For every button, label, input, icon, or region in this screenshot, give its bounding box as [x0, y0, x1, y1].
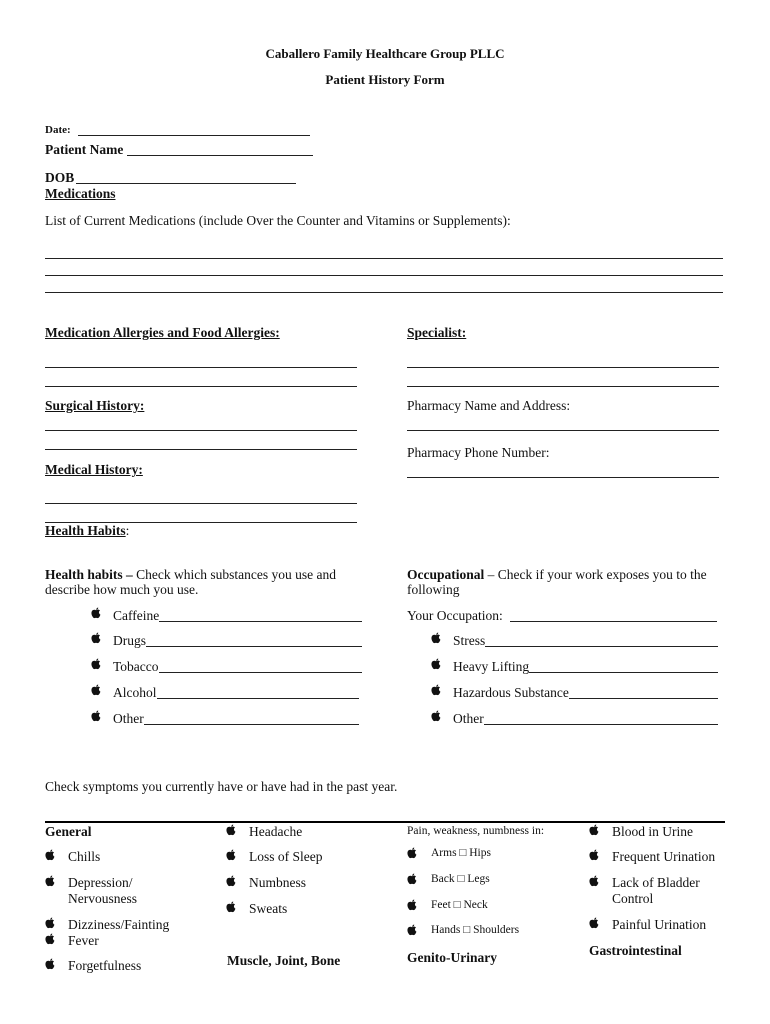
general-symptom-3: Dizziness/Fainting: [68, 917, 170, 932]
apple-bullet-icon[interactable]: [91, 684, 101, 696]
apple-bullet-icon[interactable]: [91, 658, 101, 670]
apple-bullet-icon[interactable]: [45, 875, 55, 887]
symptom-col2-3: Sweats: [249, 901, 288, 916]
substance-2-label: Tobacco: [113, 659, 159, 674]
dob-field[interactable]: [76, 183, 296, 184]
medications-line-1[interactable]: [45, 258, 723, 259]
pain-area-1: Back □ Legs: [431, 873, 490, 885]
pain-weakness-heading: Pain, weakness, numbness in:: [407, 825, 545, 837]
substance-1-label: Drugs: [113, 633, 146, 648]
occupation-field[interactable]: [510, 621, 717, 622]
symptom-col2-1: Loss of Sleep: [249, 849, 323, 864]
substance-0-field[interactable]: [159, 621, 362, 622]
surgical-line-2[interactable]: [45, 449, 357, 450]
general-heading: General: [45, 824, 92, 839]
pharmacy-name-label: Pharmacy Name and Address:: [407, 398, 571, 413]
urinary-symptom-0: Blood in Urine: [612, 824, 693, 839]
medications-line-3[interactable]: [45, 292, 723, 293]
apple-bullet-icon[interactable]: [589, 917, 599, 929]
health-habits-instructions-2: describe how much you use.: [45, 582, 199, 597]
urinary-symptom-3: Control: [612, 891, 654, 906]
pharmacy-phone-field[interactable]: [407, 477, 719, 478]
symptom-col2-0: Headache: [249, 824, 303, 839]
allergies-heading: Medication Allergies and Food Allergies:: [45, 325, 280, 340]
substance-1-field[interactable]: [146, 646, 362, 647]
form-title: Patient History Form: [325, 72, 445, 87]
apple-bullet-icon[interactable]: [226, 824, 236, 836]
substance-2-field[interactable]: [159, 672, 362, 673]
medications-heading: Medications: [45, 186, 116, 201]
urinary-symptom-1: Frequent Urination: [612, 849, 716, 864]
apple-bullet-icon[interactable]: [589, 875, 599, 887]
apple-bullet-icon[interactable]: [45, 917, 55, 929]
substance-4-field[interactable]: [144, 724, 359, 725]
symptom-col2-2: Numbness: [249, 875, 306, 890]
general-symptom-5: Forgetfulness: [68, 958, 142, 973]
patient-name-field[interactable]: [127, 155, 313, 156]
dob-label: DOB: [45, 170, 75, 185]
pain-area-3: Hands □ Shoulders: [431, 924, 520, 936]
urinary-symptom-4: Painful Urination: [612, 917, 707, 932]
muscle-joint-bone-heading: Muscle, Joint, Bone: [227, 953, 341, 968]
exposure-0-field[interactable]: [485, 646, 718, 647]
apple-bullet-icon[interactable]: [407, 899, 417, 911]
surgical-line-1[interactable]: [45, 430, 357, 431]
medical-line-1[interactable]: [45, 503, 357, 504]
substance-4-label: Other: [113, 711, 144, 726]
apple-bullet-icon[interactable]: [431, 684, 441, 696]
exposure-3-label: Other: [453, 711, 484, 726]
pharmacy-name-field[interactable]: [407, 430, 719, 431]
allergies-line-1[interactable]: [45, 367, 357, 368]
medical-heading: Medical History:: [45, 462, 143, 477]
apple-bullet-icon[interactable]: [45, 958, 55, 970]
surgical-heading: Surgical History:: [45, 398, 145, 413]
pain-area-2: Feet □ Neck: [431, 899, 488, 911]
health-habits-instructions: Health habits – Check which substances you use and: [45, 567, 336, 582]
exposure-3-field[interactable]: [484, 724, 718, 725]
specialist-line-1[interactable]: [407, 367, 719, 368]
general-symptom-0: Chills: [68, 849, 101, 864]
general-symptom-2: Nervousness: [68, 891, 137, 906]
apple-bullet-icon[interactable]: [431, 632, 441, 644]
specialist-line-2[interactable]: [407, 386, 719, 387]
apple-bullet-icon[interactable]: [45, 849, 55, 861]
general-symptom-4: Fever: [68, 933, 99, 948]
gastrointestinal-heading: Gastrointestinal: [589, 943, 682, 958]
medications-prompt: List of Current Medications (include Over the Counter and Vitamins or Supplements):: [45, 213, 511, 228]
exposure-1-label: Heavy Lifting: [453, 659, 530, 674]
substance-3-label: Alcohol: [113, 685, 157, 700]
date-field[interactable]: [78, 135, 310, 136]
general-symptom-1: Depression/: [68, 875, 133, 890]
allergies-line-2[interactable]: [45, 386, 357, 387]
substance-0-label: Caffeine: [113, 608, 160, 623]
apple-bullet-icon[interactable]: [589, 824, 599, 836]
exposure-0-label: Stress: [453, 633, 486, 648]
apple-bullet-icon[interactable]: [91, 710, 101, 722]
genito-urinary-heading: Genito-Urinary: [407, 950, 497, 965]
occupation-label: Your Occupation:: [407, 608, 503, 623]
apple-bullet-icon[interactable]: [431, 710, 441, 722]
specialist-heading: Specialist:: [407, 325, 467, 340]
patient-name-label: Patient Name: [45, 142, 124, 157]
apple-bullet-icon[interactable]: [91, 607, 101, 619]
exposure-2-field[interactable]: [569, 698, 718, 699]
health-habits-heading: Health Habits:: [45, 523, 130, 538]
occupational-instructions: Occupational – Check if your work exposes you to the: [407, 567, 707, 582]
symptoms-rule: [45, 821, 725, 823]
org-title: Caballero Family Healthcare Group PLLC: [265, 46, 505, 61]
apple-bullet-icon[interactable]: [407, 924, 417, 936]
date-label: Date:: [45, 124, 71, 136]
apple-bullet-icon[interactable]: [226, 875, 236, 887]
pain-area-0: Arms □ Hips: [431, 847, 491, 859]
substance-3-field[interactable]: [157, 698, 359, 699]
exposure-2-label: Hazardous Substance: [453, 685, 569, 700]
apple-bullet-icon[interactable]: [45, 933, 55, 945]
apple-bullet-icon[interactable]: [431, 658, 441, 670]
apple-bullet-icon[interactable]: [226, 901, 236, 913]
apple-bullet-icon[interactable]: [407, 873, 417, 885]
pharmacy-phone-label: Pharmacy Phone Number:: [407, 445, 550, 460]
urinary-symptom-2: Lack of Bladder: [612, 875, 700, 890]
exposure-1-field[interactable]: [529, 672, 718, 673]
medications-line-2[interactable]: [45, 275, 723, 276]
apple-bullet-icon[interactable]: [407, 847, 417, 859]
symptoms-prompt: Check symptoms you currently have or have had in the past year.: [45, 779, 398, 794]
apple-bullet-icon[interactable]: [91, 632, 101, 644]
occupational-instructions-2: following: [407, 582, 460, 597]
apple-bullet-icon[interactable]: [226, 849, 236, 861]
apple-bullet-icon[interactable]: [589, 849, 599, 861]
